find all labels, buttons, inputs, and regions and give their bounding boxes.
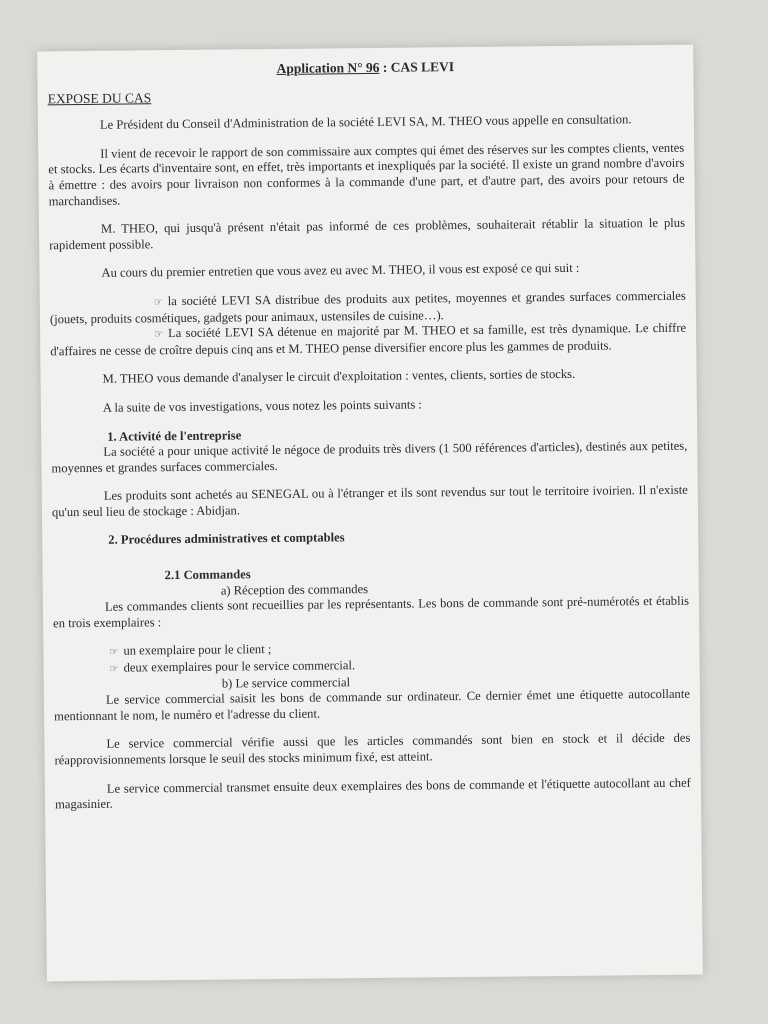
list-item: ☞ deux exemplaires pour le service commercial. xyxy=(110,655,690,678)
pointing-hand-icon: ☞ xyxy=(153,297,163,309)
pointing-hand-icon: ☞ xyxy=(109,647,119,659)
paragraph-9: Les commandes clients sont recueillies par les représentants. Les bons de commande sont pré-numérotés et établis en trois exemplaires : xyxy=(53,593,690,631)
document-title xyxy=(47,57,683,79)
paragraph-8: Les produits sont achetés au SENEGAL ou à l'étranger et ils sont revendus sur tout le territoire ivoirien. Il n'existe qu'un seul lieu de stockage : Abidjan. xyxy=(51,482,688,520)
document-page xyxy=(37,45,703,982)
document-body xyxy=(47,57,691,826)
title-suffix: : CAS LEVI xyxy=(379,59,455,75)
section-heading: EXPOSE DU CAS xyxy=(47,89,152,106)
paragraph-7: La société a pour unique activité le négoce de produits très divers (1 500 références d'articles), destinés aux petites, moyennes et grandes surfaces commerciales. xyxy=(51,438,688,476)
list-item: ☞ un exemplaire pour le client ; xyxy=(109,638,689,661)
paragraph-11: Le service commercial vérifie aussi que les articles commandés sont bien en stock et il décide des réapprovisionnements lorsque le seuil des stocks minimum fixé, est atteint. xyxy=(54,731,691,768)
paragraph-6: A la suite de vos investigations, vous notez les points suivants : xyxy=(102,397,422,415)
pointing-hand-icon: ☞ xyxy=(154,329,164,341)
paragraph-3: M. THEO, qui jusqu'à présent n'était pas informé de ces problèmes, souhaiterait rétablir la situation le plus rapidement possible. xyxy=(49,215,686,253)
paragraph-4: Au cours du premier entretien que vous avez eu avec M. THEO, il vous est exposé ce qui suit : xyxy=(101,261,580,281)
bullet-item-2 xyxy=(50,321,686,360)
paragraph-10: Le service commercial saisit les bons de commande sur ordinateur. Ce dernier émet une étiquette autocollante mentionnant le nom, le numéro et l'adresse du client. xyxy=(54,686,690,724)
paragraph-5: M. THEO vous demande d'analyser le circuit d'exploitation : ventes, clients, sorties de stocks. xyxy=(102,367,576,387)
heading-procedures: 2. Procédures administratives et comptables xyxy=(108,530,345,548)
subheading-commercial-service: b) Le service commercial xyxy=(221,674,351,691)
paragraph-12: Le service commercial transmet ensuite deux exemplaires des bons de commande et l'étiquette autocollant au chef magasinier. xyxy=(54,775,691,812)
heading-activity: 1. Activité de l'entreprise xyxy=(107,427,242,444)
pointing-hand-icon: ☞ xyxy=(109,663,119,675)
paragraph-1: Le Président du Conseil d'Administration de la société LEVI SA, M. THEO vous appelle en consultation. xyxy=(99,112,632,132)
subheading-order-reception: a) Réception des commandes xyxy=(220,581,369,598)
bullet-item-1-text: la société LEVI SA distribue des produits aux petites, moyennes et grandes surfaces commerciales (jouets, produits cosmétiques, gadgets pour animaux, ustensiles de cuisine…). xyxy=(49,288,686,326)
bullet-item-2-text: La société LEVI SA détenue en majorité par M. THEO et sa famille, est très dynamique. Le chiffre d'affaires ne cesse de croître depuis cinq ans et M. THEO pense diversifier encore plus les gammes de produits. xyxy=(50,320,687,359)
title-prefix: Application N° 96 xyxy=(276,59,380,76)
paragraph-2: Il vient de recevoir le rapport de son commissaire aux comptes qui émet des réserves sur les comptes clients, ventes et stocks. Les écarts d'inventaire sont, en effet, très importants et inexpliqués par la société. Il existe un grand nombre d'avoirs à émettre : des avoirs pour livraison non conformes à la commande d'une part, et d'autre part, des avoirs pour retours de marchandises. xyxy=(48,140,685,208)
heading-orders: 2.1 Commandes xyxy=(164,567,251,583)
